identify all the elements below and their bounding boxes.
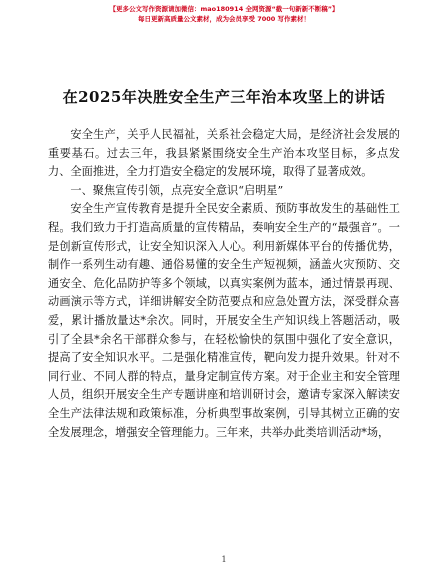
page-number: 1: [221, 555, 227, 564]
section-heading-1: 一、聚焦宣传引领，点亮安全意识“启明星”: [70, 183, 284, 197]
promo-banner-line-1: 【更多公文写作资源请加微信：mao180914 全网资源“截一句新新不断稿”】: [109, 5, 339, 13]
promo-banner: [0, 4, 448, 24]
intro-paragraph: 安全生产，关乎人民福祉，关系社会稳定大局，是经济社会发展的重要基石。过去三年，我县紧紧围绕安全生产治本攻坚目标，多点发力、全面推进，全力打造安全稳定的发展环境，取得了显著成效。: [48, 128, 400, 179]
document-body: [48, 126, 400, 442]
section-1-paragraph: 安全生产宣传教育是提升全民安全素质、预防事故发生的基础性工程。我们致力于打造高质量的宣传精品，奏响安全生产的“最强音”。一是创新宣传形式，让安全知识深入人心。利用新媒体平台的传播优势，制作一系列生动有趣、通俗易懂的安全生产短视频，涵盖火灾预防、交通安全、危化品防护等多个领域，以真实案例为蓝本，通过情景再现、动画演示等方式，详细讲解安全防范要点和应急处置方法，深受群众喜爱，累计播放量达*余次。同时，开展安全生产知识线上答题活动，吸引了全县*余名干部群众参与，在轻松愉快的氛围中强化了安全意识，提高了安全知识水平。二是强化精准宣传，靶向发力提升效果。针对不同行业、不同人群的特点，量身定制宣传方案。对于企业主和安全管理人员，组织开展安全生产专题讲座和培训研讨会，邀请专家深入解读安全生产法律法规和政策标准，分析典型事故案例，引导其树立正确的安全发展理念，增强安全管理能力。三年来，共举办此类培训活动*场，: [48, 202, 400, 439]
promo-banner-line-2: 每日更新高质量公文素材，成为会员享受 7000 写作素材！: [137, 15, 311, 23]
document-title: 在2025年决胜安全生产三年治本攻坚上的讲话: [62, 88, 386, 106]
